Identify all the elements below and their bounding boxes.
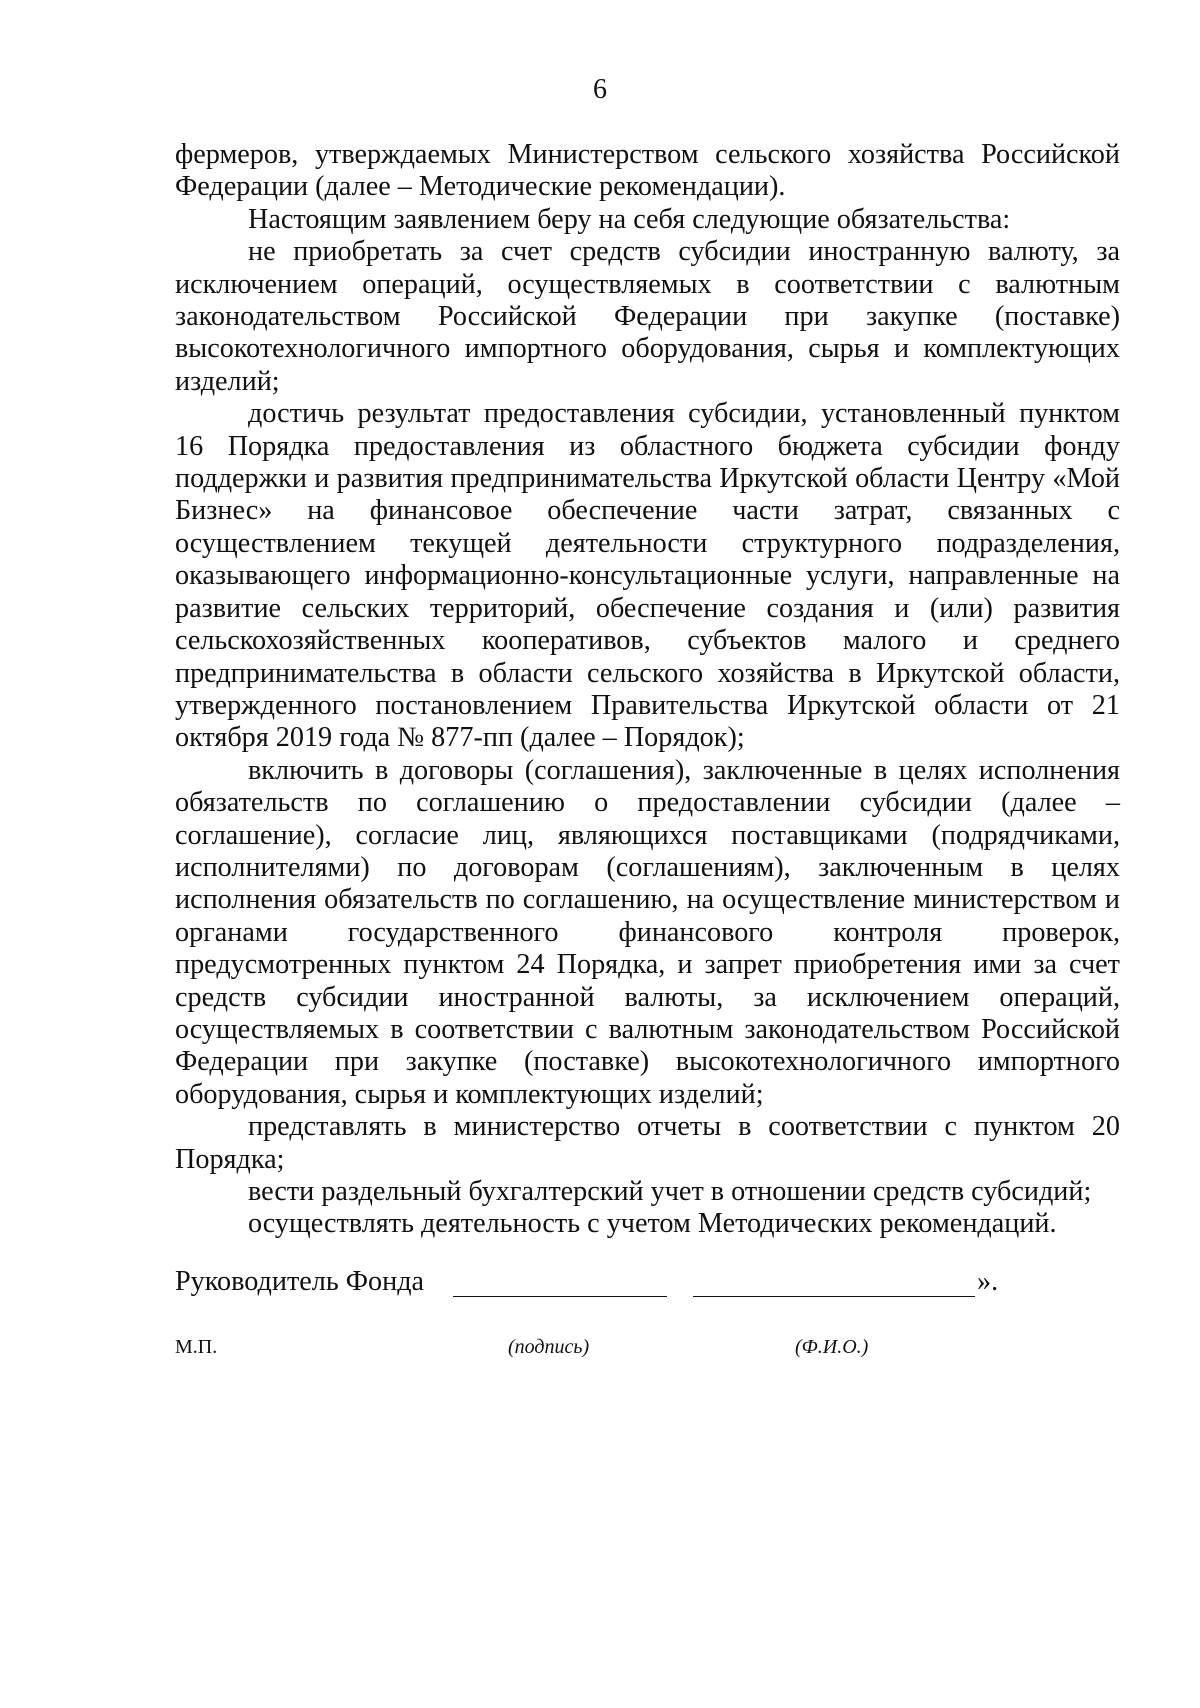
paragraph-recommendations-obligation: осуществлять деятельность с учетом Методических рекомендаций.: [248, 1208, 1057, 1240]
paragraph-obligations-intro: Настоящим заявлением беру на себя следующие обязательства:: [248, 203, 1011, 235]
name-line: [693, 1296, 975, 1297]
paragraph-contracts-obligation: включить в договоры (соглашения), заключенные в целях исполнения обязательств по соглашению о предоставлении субсидии (далее – соглашение), согласие лиц, являющихся поставщиками (подрядчиками, исполнителями) по договорам (соглашениям), заключенным в целях исполнения обязательств по соглашению, на осуществление министерством и органами государственного финансового контроля проверок, предусмотренных пунктом 24 Порядка, и запрет приобретения ими за счет средств субсидии иностранной валюты, за исключением операций, осуществляемых в соответствии с валютным законодательством Российской Федерации при закупке (поставке) высокотехнологичного импортного оборудования, сырья и комплектующих изделий;: [175, 754, 1120, 1110]
signature-row: [175, 1266, 1120, 1306]
name-caption: (Ф.И.О.): [795, 1336, 869, 1358]
signature-line: [453, 1296, 667, 1297]
page-number: 6: [593, 74, 607, 105]
paragraph-currency-obligation: не приобретать за счет средств субсидии иностранную валюту, за исключением операций, осуществляемых в соответствии с валютным законодательством Российской Федерации при закупке (поставке) высокотехнологичного импортного оборудования, сырья и комплектующих изделий;: [175, 236, 1120, 397]
document-body: [175, 139, 1120, 1241]
closing-quote: ».: [977, 1266, 999, 1297]
paragraph-accounting-obligation: вести раздельный бухгалтерский учет в отношении средств субсидий;: [248, 1176, 1092, 1207]
paragraph-result-obligation: достичь результат предоставления субсидии, установленный пунктом 16 Порядка предоставления из областного бюджета субсидии фонду поддержки и развития предпринимательства Иркутской области Центру «Мой Бизнес» на финансовое обеспечение части затрат, связанных с осуществлением текущей деятельности структурного подразделения, оказывающего информационно-консультационные услуги, направленные на развитие сельских территорий, обеспечение создания и (или) развития сельскохозяйственных кооперативов, субъектов малого и среднего предпринимательства в области сельского хозяйства в Иркутской области, утвержденного постановлением Правительства Иркутской области от 21 октября 2019 года № 877-пп (далее – Порядок);: [175, 398, 1120, 754]
paragraph-reports-obligation: представлять в министерство отчеты в соответствии с пунктом 20 Порядка;: [175, 1111, 1120, 1175]
signature-label: Руководитель Фонда: [175, 1266, 425, 1297]
stamp-label: М.П.: [175, 1336, 218, 1358]
paragraph-continuation: фермеров, утверждаемых Министерством сельского хозяйства Российской Федерации (далее – Методические рекомендации).: [175, 139, 1120, 203]
signature-caption: (подпись): [508, 1336, 590, 1358]
signature-captions: [175, 1334, 1120, 1364]
